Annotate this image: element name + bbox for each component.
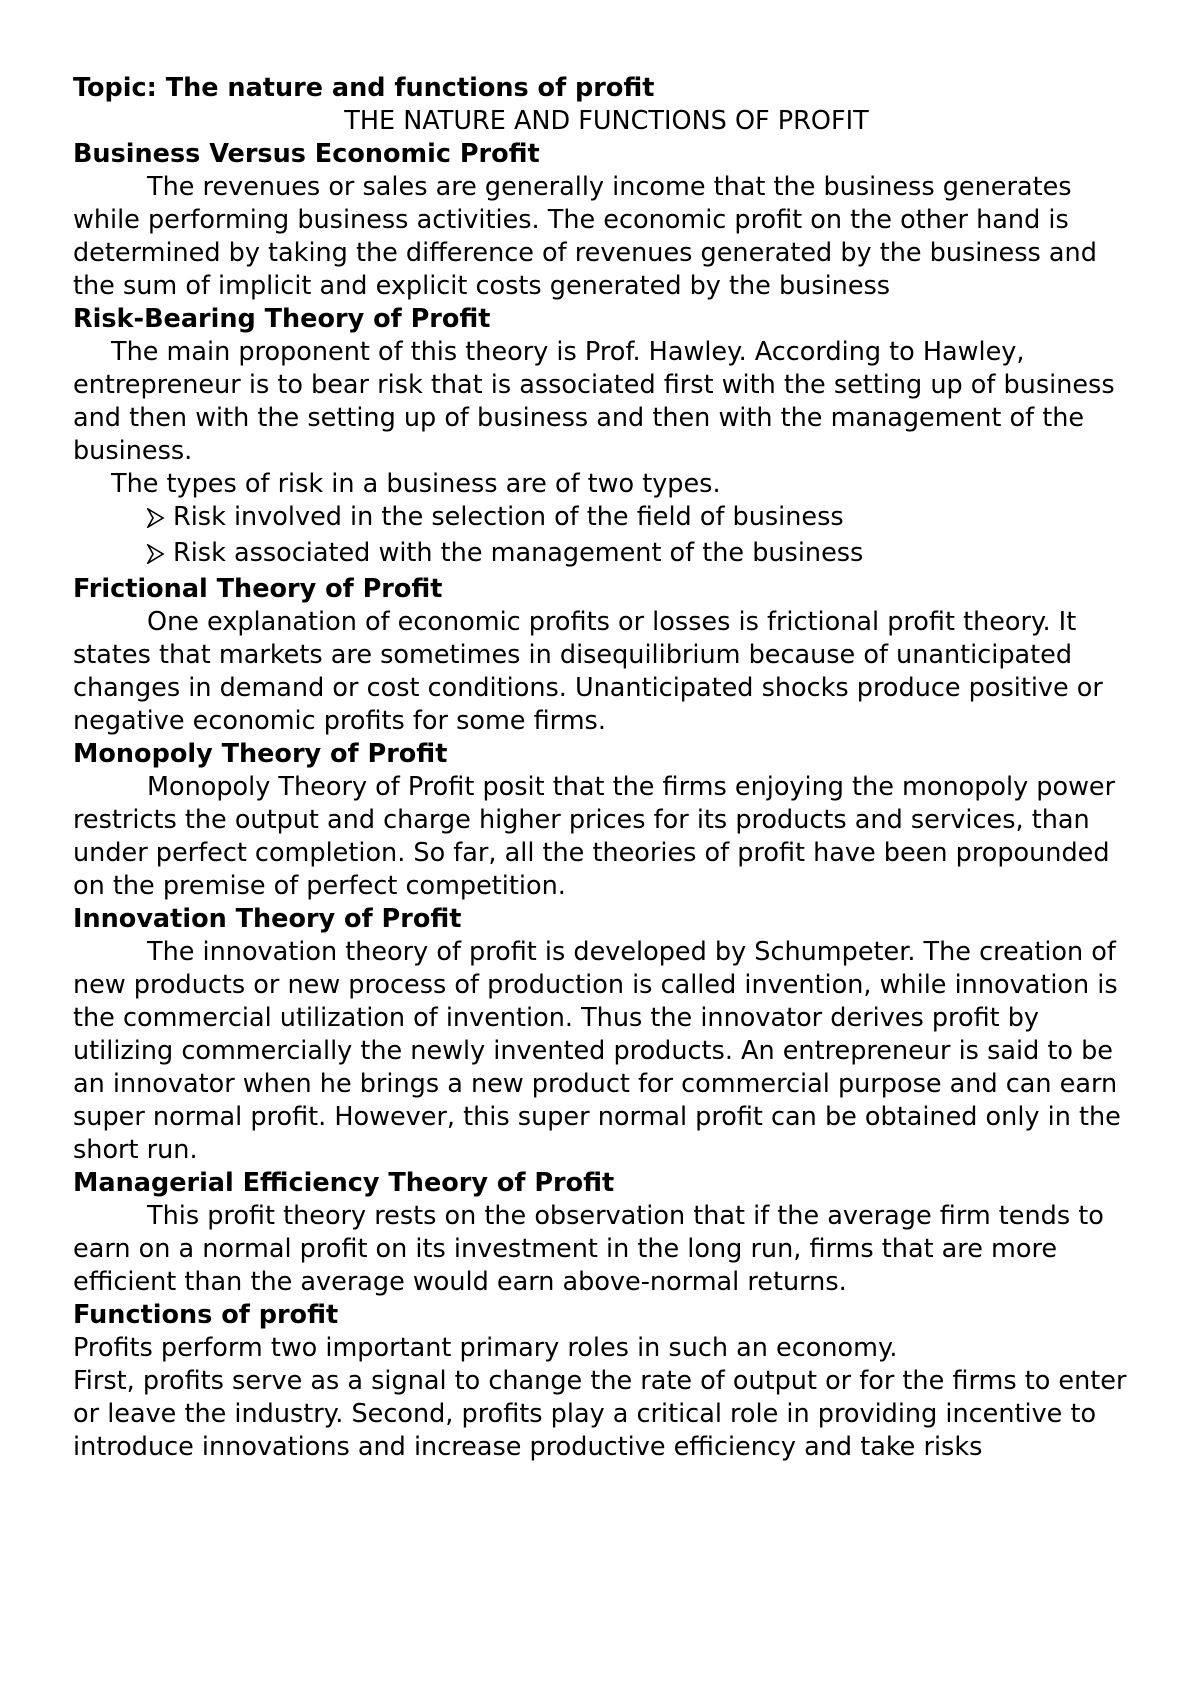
paragraph-risk-bearing-2: The types of risk in a business are of two types. [111,469,721,499]
paragraph-risk-bearing-1: The main proponent of this theory is Prof. Hawley. According to Hawley, entrepreneur is to bear risk that is associated first with the setting up of business and then with the setting up of business and then with the management of the business. [73,337,1115,466]
heading-functions: Functions of profit [73,1300,339,1330]
arrowhead-bullet-icon [147,501,173,537]
arrowhead-bullet-icon [147,537,173,573]
document-title: THE NATURE AND FUNCTIONS OF PROFIT [344,106,869,136]
list-item [73,501,1140,537]
heading-monopoly: Monopoly Theory of Profit [73,739,448,769]
paragraph-frictional: One explanation of economic profits or losses is frictional profit theory. It states that markets are sometimes in disequilibrium because of unanticipated changes in demand or cost conditions. Unanticipated shocks produce positive or negative economic profits for some firms. [73,607,1103,736]
paragraph-functions-1: Profits perform two important primary roles in such an economy. [73,1333,898,1363]
paragraph-functions-2: First, profits serve as a signal to change the rate of output or for the firms to enter or leave the industry. Second, profits play a critical role in providing incentive to introduce innovations and increase productive efficiency and take risks [73,1366,1127,1462]
heading-risk-bearing: Risk-Bearing Theory of Profit [73,304,491,334]
paragraph-innovation: The innovation theory of profit is developed by Schumpeter. The creation of new products or new process of production is called invention, while innovation is the commercial utilization of invention. Thus the innovator derives profit by utilizing commercially the newly invented products. An entrepreneur is said to be an innovator when he brings a new product for commercial purpose and can earn super normal profit. However, this super normal profit can be obtained only in the short run. [73,937,1121,1165]
heading-business-vs-economic: Business Versus Economic Profit [73,139,540,169]
list-item [73,537,1140,573]
list-item-text: Risk involved in the selection of the field of business [173,502,844,532]
risk-types-list [73,501,1140,573]
heading-frictional: Frictional Theory of Profit [73,574,443,604]
paragraph-business-vs-economic: The revenues or sales are generally income that the business generates while performing business activities. The economic profit on the other hand is determined by taking the difference of revenues generated by the business and the sum of implicit and explicit costs generated by the business [73,172,1097,301]
paragraph-managerial-efficiency: This profit theory rests on the observation that if the average firm tends to earn on a normal profit on its investment in the long run, firms that are more efficient than the average would earn above-normal returns. [73,1201,1104,1297]
heading-managerial-efficiency: Managerial Efficiency Theory of Profit [73,1168,615,1198]
paragraph-monopoly: Monopoly Theory of Profit posit that the firms enjoying the monopoly power restricts the output and charge higher prices for its products and services, than under perfect completion. So far, all the theories of profit have been propounded on the premise of perfect competition. [73,772,1116,901]
heading-innovation: Innovation Theory of Profit [73,904,462,934]
topic-line: Topic: The nature and functions of profit [73,73,655,103]
list-item-text: Risk associated with the management of the business [173,538,864,568]
